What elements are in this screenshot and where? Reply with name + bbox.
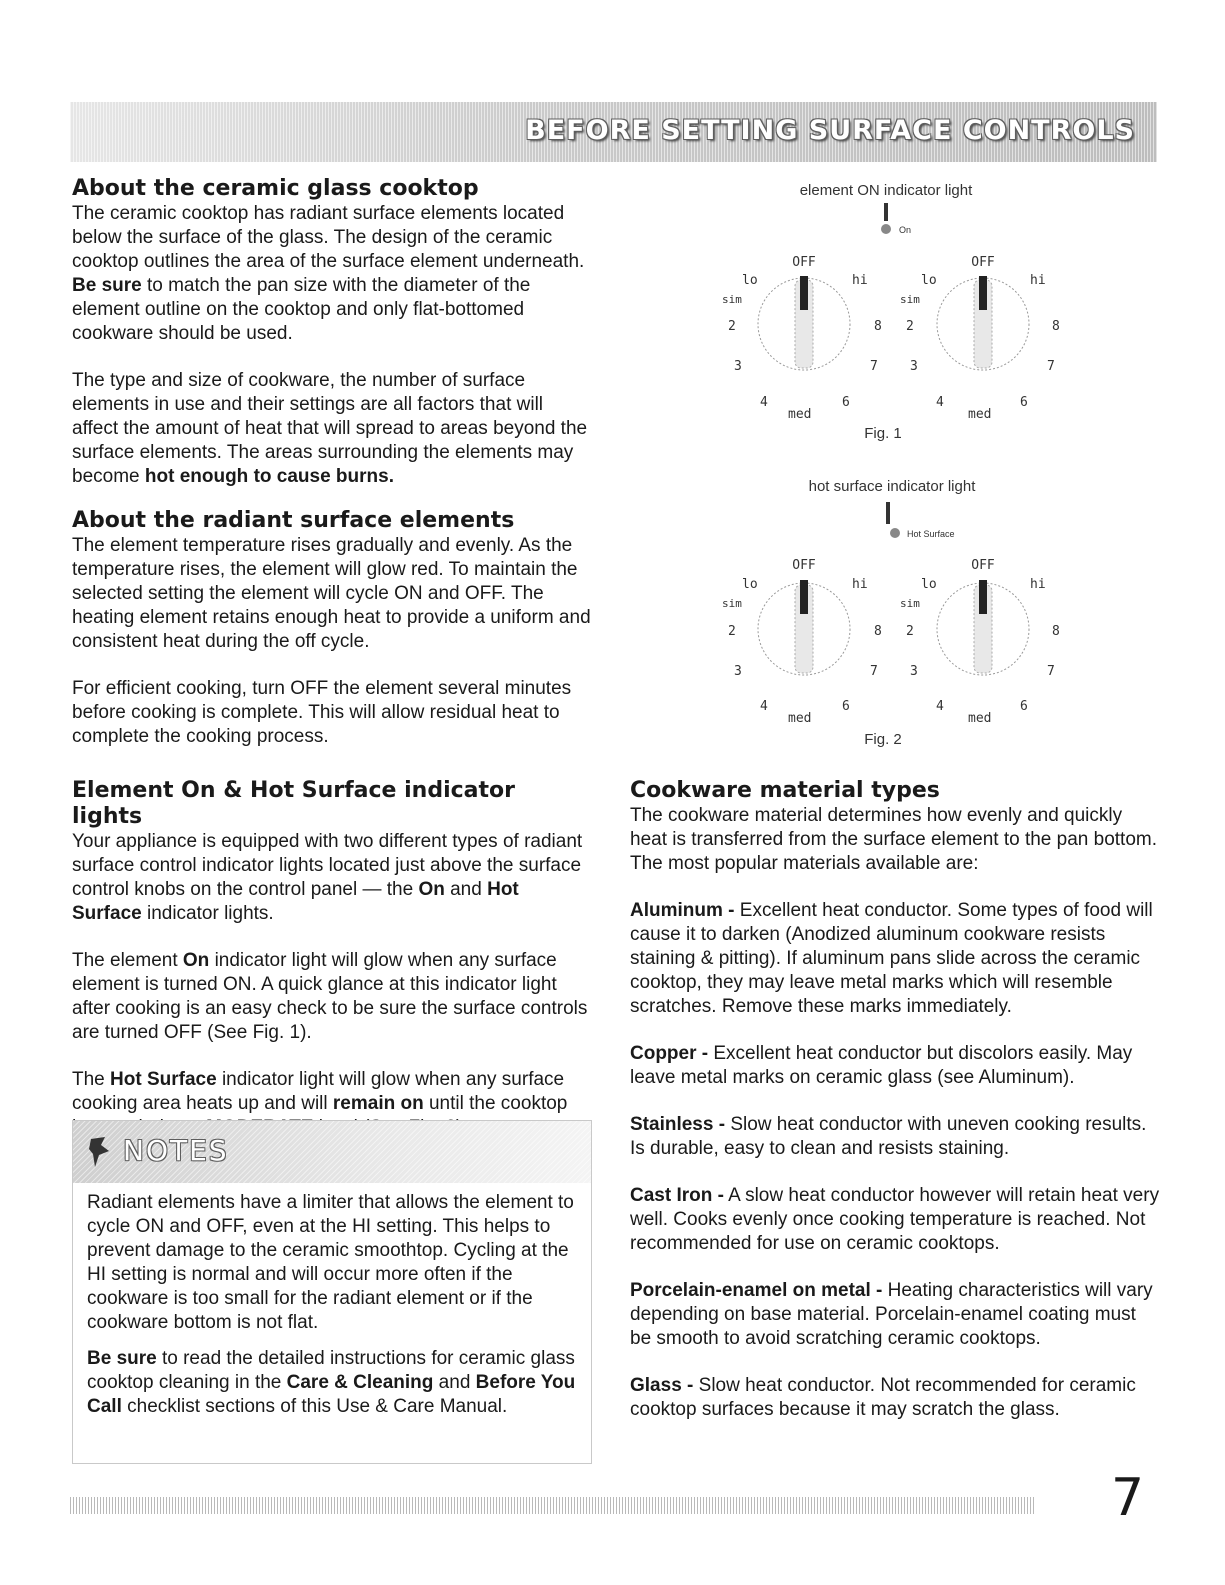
- fig2-caption-top: hot surface indicator light: [808, 478, 976, 495]
- bold-run: On: [418, 879, 445, 900]
- knob-label-lo: lo: [742, 577, 758, 592]
- bold-run: hot enough to cause burns.: [144, 466, 394, 487]
- fig1-indicator-line: [884, 203, 888, 221]
- cookware-heading: Cookware material types: [630, 778, 940, 803]
- knob-label-sim: sim: [900, 597, 920, 610]
- knob-label-8: 8: [874, 319, 882, 334]
- banner-title: BEFORE SETTING SURFACE CONTROLS: [525, 115, 1135, 146]
- text-run: until the cooktop: [428, 1093, 568, 1114]
- knob-label-sim: sim: [722, 597, 742, 610]
- cookware-item: [630, 1184, 1160, 1256]
- ceramic-paragraph-2: [72, 369, 592, 489]
- fig2-caption: Fig. 2: [864, 731, 902, 748]
- bold-run: Be sure: [87, 1348, 157, 1369]
- knob-label-3: 3: [910, 359, 918, 374]
- knob-pointer: [800, 276, 808, 310]
- text-run: The ceramic cooktop has radiant surface elements located below the surface of the glass. The design of the ceramic cooktop outlines the area of the surface element underneath.: [72, 203, 585, 272]
- knob-label-2: 2: [906, 319, 914, 334]
- section-banner: [70, 102, 1157, 162]
- text-run: indicator lights.: [141, 903, 274, 924]
- knob-label-4: 4: [760, 395, 768, 410]
- cookware-item-name: Cast Iron -: [630, 1185, 724, 1206]
- text-run: The type and size of cookware, the number of surface elements in use and their settings are all factors that will affect the amount of heat that will spread to areas beyond the surface elements. The areas surrounding the elements may become: [72, 370, 588, 487]
- knob-label-2: 2: [906, 624, 914, 639]
- text-run: The element: [72, 950, 183, 971]
- notes-body: [87, 1191, 577, 1419]
- knob-label-med: med: [968, 711, 992, 726]
- footer-bar: [70, 1497, 1036, 1514]
- fig1-caption-top: element ON indicator light: [799, 182, 973, 199]
- knob-label-off: OFF: [971, 558, 995, 573]
- fig1-light-label: On: [899, 225, 912, 235]
- bold-run: Before You Call: [87, 1372, 576, 1417]
- cookware-item-text: Excellent heat conductor but discolors easily. May leave metal marks on ceramic glass (see Aluminum).: [630, 1043, 1133, 1088]
- knob-label-4: 4: [760, 699, 768, 714]
- fig2-knob-left: [758, 580, 850, 675]
- cookware-item-text: Excellent heat conductor. Some types of food will cause it to darken (Anodized aluminum cookware resists staining & pitting). If aluminum pans slide across the ceramic cooktop, they may leave metal marks which will resemble scratches. Remove these marks immediately.: [630, 900, 1153, 1017]
- radiant-paragraph-1: The element temperature rises gradually and evenly. As the temperature rises, the element will glow red. To maintain the selected setting the element will cycle ON and OFF. The heating element retains enough heat to provide a uniform and consistent heat during the off cycle.: [72, 535, 591, 652]
- bold-run: Be sure: [72, 275, 142, 296]
- cookware-list: [630, 899, 1160, 1422]
- knob-label-7: 7: [1047, 359, 1055, 374]
- knob-label-hi: hi: [852, 273, 868, 288]
- cookware-item-text: Heating characteristics will vary depending on base material. Porcelain-enamel coating must be smooth to avoid scratching ceramic cooktops.: [630, 1280, 1153, 1349]
- cookware-item-name: Glass -: [630, 1375, 694, 1396]
- radiant-paragraph-2: For efficient cooking, turn OFF the element several minutes before cooking is complete. This will allow residual heat to complete the cooking process.: [72, 678, 572, 747]
- knob-label-7: 7: [870, 359, 878, 374]
- knob-label-hi: hi: [1030, 577, 1046, 592]
- cookware-item-text: Slow heat conductor. Not recommended for ceramic cooktop surfaces because it may scratch the glass.: [630, 1375, 1136, 1420]
- ceramic-section: [72, 176, 592, 489]
- knob-label-4: 4: [936, 395, 944, 410]
- knob-label-hi: hi: [1030, 273, 1046, 288]
- cookware-intro: The cookware material determines how evenly and quickly heat is transferred from the surface element to the pan bottom. The most popular materials available are:: [630, 805, 1157, 874]
- knob-label-sim: sim: [900, 293, 920, 306]
- fig2-indicator-line: [886, 502, 890, 524]
- ceramic-paragraph-1: [72, 202, 592, 346]
- knob-label-lo: lo: [921, 577, 937, 592]
- knob-label-lo: lo: [921, 273, 937, 288]
- knob-pointer: [979, 580, 987, 614]
- ceramic-heading: About the ceramic glass cooktop: [72, 176, 479, 201]
- knob-label-7: 7: [870, 664, 878, 679]
- indicator-section: [72, 778, 592, 1140]
- figure-1: [700, 176, 1080, 446]
- cookware-item: [630, 1042, 1160, 1090]
- knob-label-off: OFF: [792, 558, 816, 573]
- fig2-light-label: Hot Surface: [907, 529, 955, 539]
- text-run: indicator light will glow when any surface element is turned ON. A quick glance at this indicator light after cooking is an easy check to be sure the surface controls are turned OFF (See Fig. 1).: [72, 950, 588, 1043]
- cookware-item-name: Porcelain-enamel on metal -: [630, 1280, 883, 1301]
- fig1-on-light-icon: [881, 224, 891, 234]
- radiant-heading: About the radiant surface elements: [72, 508, 515, 533]
- knob-label-sim: sim: [722, 293, 742, 306]
- text-run: checklist sections of this Use & Care Manual.: [121, 1396, 508, 1417]
- fig2-hot-surface-light-icon: [890, 528, 900, 538]
- knob-label-4: 4: [936, 699, 944, 714]
- knob-label-6: 6: [1020, 395, 1028, 410]
- bold-run: On: [182, 950, 210, 971]
- cookware-item-name: Copper -: [630, 1043, 709, 1064]
- cookware-item-name: Stainless -: [630, 1114, 726, 1135]
- knob-label-2: 2: [728, 319, 736, 334]
- indicator-paragraph-2: [72, 949, 592, 1045]
- notes-title: NOTES: [123, 1134, 229, 1167]
- notes-header: [73, 1121, 591, 1183]
- knob-label-6: 6: [842, 699, 850, 714]
- text-run: and: [433, 1372, 476, 1393]
- knob-label-off: OFF: [792, 255, 816, 270]
- radiant-section: [72, 508, 592, 749]
- knob-pointer: [800, 580, 808, 614]
- cookware-item: [630, 1113, 1160, 1161]
- page-number: 7: [1111, 1468, 1145, 1528]
- fig1-caption: Fig. 1: [864, 425, 902, 442]
- cookware-item-text: A slow heat conductor however will retain heat very well. Cooks evenly once cooking temperature is reached. Not recommended for use on ceramic cooktops.: [630, 1185, 1160, 1254]
- knob-label-med: med: [968, 407, 992, 422]
- text-run: and: [444, 879, 488, 900]
- text-run: to match the pan size with the diameter of the element outline on the cooktop and only flat-bottomed cookware should be used.: [72, 275, 531, 344]
- cookware-item: [630, 1374, 1160, 1422]
- knob-label-3: 3: [910, 664, 918, 679]
- knob-label-hi: hi: [852, 577, 868, 592]
- notes-paragraph-2: [87, 1347, 577, 1419]
- cookware-item-text: Slow heat conductor with uneven cooking results. Is durable, easy to clean and resists staining.: [630, 1114, 1147, 1159]
- knob-label-2: 2: [728, 624, 736, 639]
- bold-run: Care & Cleaning: [286, 1372, 434, 1393]
- notes-box: [72, 1120, 592, 1464]
- figure-2: [700, 472, 1080, 752]
- knob-label-off: OFF: [971, 255, 995, 270]
- cookware-item: [630, 899, 1160, 1019]
- knob-label-med: med: [788, 711, 812, 726]
- knob-label-lo: lo: [742, 273, 758, 288]
- knob-label-6: 6: [842, 395, 850, 410]
- knob-label-7: 7: [1047, 664, 1055, 679]
- cookware-section: [630, 778, 1160, 1422]
- bold-run: Hot Surface: [110, 1069, 217, 1090]
- knob-pointer: [979, 276, 987, 310]
- fig2-knob-right: [937, 580, 1029, 675]
- cookware-item: [630, 1279, 1160, 1351]
- knob-label-8: 8: [1052, 624, 1060, 639]
- text-run: The: [72, 1069, 111, 1090]
- bold-run: remain on: [332, 1093, 424, 1114]
- pushpin-icon: [87, 1135, 115, 1169]
- knob-label-8: 8: [1052, 319, 1060, 334]
- knob-label-8: 8: [874, 624, 882, 639]
- knob-label-3: 3: [734, 664, 742, 679]
- knob-label-6: 6: [1020, 699, 1028, 714]
- fig1-knob-right: [937, 276, 1029, 370]
- knob-label-med: med: [788, 407, 812, 422]
- indicator-heading: Element On & Hot Surface indicator lights: [72, 778, 515, 829]
- notes-paragraph-1: Radiant elements have a limiter that allows the element to cycle ON and OFF, even at the HI setting. This helps to prevent damage to the ceramic smoothtop. Cycling at the HI setting is normal and will occur more often if the cookware is too small for the radiant element or if the cookware bottom is not flat.: [87, 1192, 574, 1333]
- fig1-knob-left: [758, 276, 850, 370]
- bold-run: Hot Surface: [72, 879, 519, 924]
- cookware-item-name: Aluminum -: [630, 900, 735, 921]
- text-run: indicator light will glow when any surface cooking area heats up and will: [72, 1069, 565, 1114]
- text-run: Your appliance is equipped with two different types of radiant surface control indicator lights located just above the surface control knobs on the control panel — the: [72, 831, 583, 900]
- knob-label-3: 3: [734, 359, 742, 374]
- indicator-paragraph-1: [72, 830, 592, 926]
- text-run: to read the detailed instructions for ceramic glass cooktop cleaning in the: [87, 1348, 575, 1393]
